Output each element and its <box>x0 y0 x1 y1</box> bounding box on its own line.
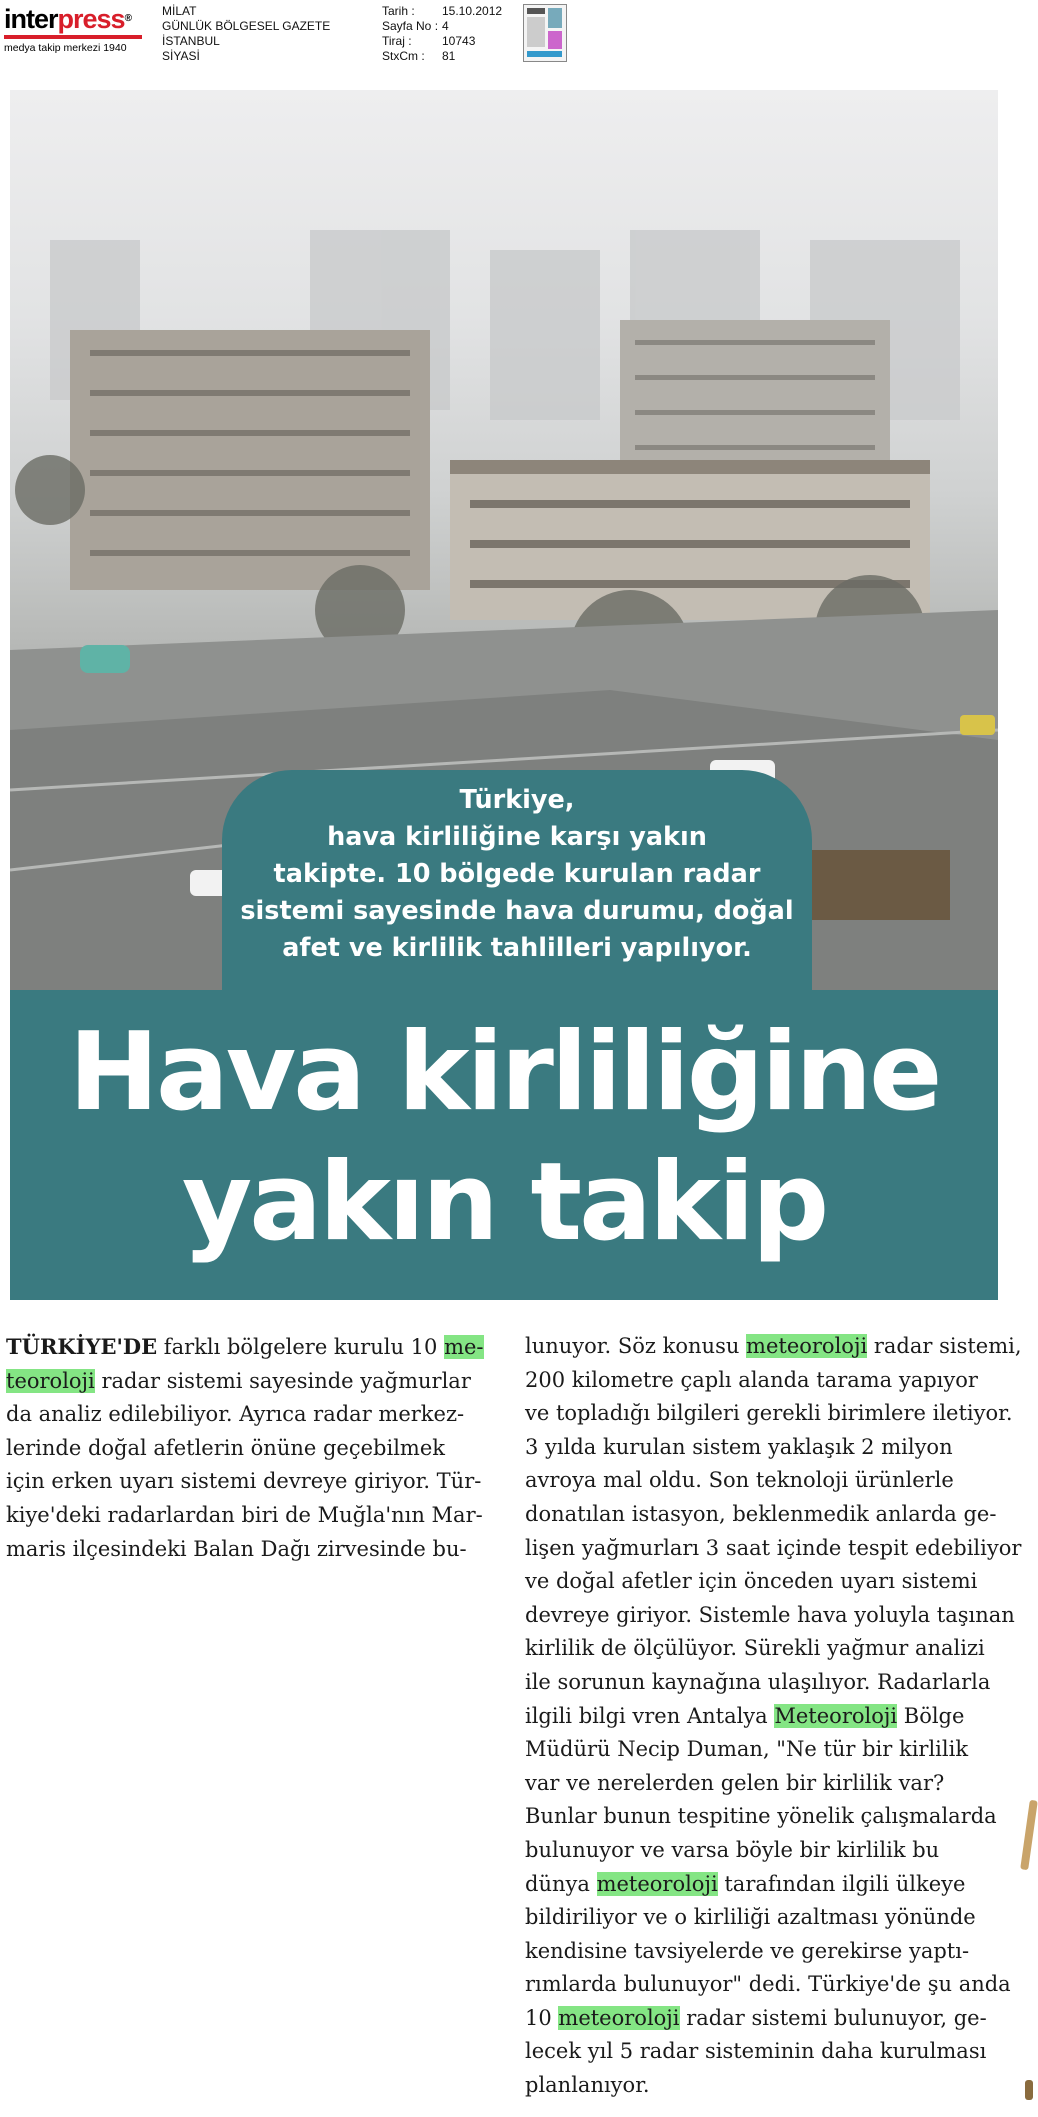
keyword-highlight: Meteoroloji <box>774 1703 898 1728</box>
field-date: Tarih : 15.10.2012 <box>382 4 503 18</box>
clipping-fields <box>382 4 502 64</box>
keyword-highlight: meteoroloji <box>558 2005 680 2030</box>
headline-line-1: Hava kirliliğine <box>68 1010 940 1135</box>
text-line: Bunlar bunun tespitine yönelik çalışmalarda <box>525 1804 997 1829</box>
text-line: ve topladığı bilgileri gerekli birimlere iletiyor. <box>525 1401 1013 1426</box>
publication-info <box>162 4 330 64</box>
text-line: da analiz edilebiliyor. Ayrıca radar merkez- <box>6 1402 465 1427</box>
clipping-header <box>0 0 1038 70</box>
field-page: Sayfa No : 4 <box>382 19 449 33</box>
page-thumbnail <box>523 4 567 62</box>
spot-bubble <box>222 770 812 990</box>
article-column-2 <box>525 1330 1022 2103</box>
spot-line: hava kirliliğine karşı yakın <box>327 822 707 852</box>
text-line: lunuyor. Söz konusu meteoroloji radar sistemi, <box>525 1334 1022 1358</box>
headline-line-2: yakın takip <box>181 1140 827 1265</box>
text-line: lişen yağmurları 3 saat içinde tespit edebiliyor <box>525 1535 1022 1560</box>
text-line: maris ilçesindeki Balan Dağı zirvesinde bu- <box>6 1536 467 1561</box>
text-line: rımlarda bulunuyor" dedi. Türkiye'de şu anda <box>525 1972 1011 1997</box>
text-line: devreye giriyor. Sistemle hava yoluyla taşınan <box>525 1602 1015 1627</box>
article-column-1 <box>6 1330 484 1566</box>
text-line: için erken uyarı sistemi devreye giriyor. Tür- <box>6 1469 482 1494</box>
logo-tagline: medya takip merkezi 1940 <box>4 42 127 54</box>
text-line: lecek yıl 5 radar sisteminin daha kurulması <box>525 2039 987 2064</box>
text-line: var ve nerelerden gelen bir kirlilik var? <box>525 1770 945 1795</box>
headline-band <box>10 990 998 1300</box>
logo-wordmark: interpress® <box>4 4 131 34</box>
keyword-highlight: meteoroloji <box>596 1871 718 1896</box>
publication-city: İSTANBUL <box>162 34 220 48</box>
keyword-highlight: meteoroloji <box>746 1334 868 1358</box>
text-line: lerinde doğal afetlerin önüne geçebilmek <box>6 1435 445 1460</box>
publication-category: SİYASİ <box>162 49 200 63</box>
text-line: bildiriliyor ve o kirliliği azaltması yönünde <box>525 1905 976 1930</box>
scan-artifact <box>1025 2080 1033 2100</box>
spot-line: sistemi sayesinde hava durumu, doğal <box>240 896 794 926</box>
keyword-highlight: teoroloji <box>6 1368 95 1393</box>
text-line: ilgili bilgi vren Antalya Meteoroloji Bölge <box>525 1703 965 1728</box>
scan-artifact <box>1020 1800 1038 1870</box>
text-line: donatılan istasyon, beklenmedik anlarda ge- <box>525 1501 997 1526</box>
text-line: 10 meteoroloji radar sistemi bulunuyor, ge- <box>525 2005 987 2030</box>
text-line: kiye'deki radarlardan biri de Muğla'nın Mar- <box>6 1502 483 1527</box>
text-line: teoroloji radar sistemi sayesinde yağmurlar <box>6 1368 471 1393</box>
text-line: kirlilik de ölçülüyor. Sürekli yağmur analizi <box>525 1636 985 1661</box>
spot-line: takipte. 10 bölgede kurulan radar <box>273 859 761 889</box>
text-line: kendisine tavsiyelerde ve gerekirse yaptı- <box>525 1938 970 1963</box>
keyword-highlight: me- <box>444 1335 484 1359</box>
text-line: Müdürü Necip Duman, "Ne tür bir kirlilik <box>525 1737 969 1762</box>
text-line: 200 kilometre çaplı alanda tarama yapıyor <box>525 1367 978 1392</box>
text-line: avroya mal oldu. Son teknoloji ürünlerle <box>525 1468 954 1493</box>
field-stxcm: StxCm : 81 <box>382 49 456 63</box>
text-line: ile sorunun kaynağına ulaşılıyor. Radarlarla <box>525 1669 991 1694</box>
text-line: dünya meteoroloji tarafından ilgili ülkeye <box>525 1871 966 1896</box>
text-line: planlanıyor. <box>525 2073 650 2098</box>
logo-underline <box>4 35 142 39</box>
publication-type: GÜNLÜK BÖLGESEL GAZETE <box>162 19 331 33</box>
lead-word: TÜRKİYE'DE <box>6 1334 158 1359</box>
city-smog-photo <box>10 90 998 990</box>
text-line: 3 yılda kurulan sistem yaklaşık 2 milyon <box>525 1434 953 1459</box>
text-line: TÜRKİYE'DE farklı bölgelere kurulu 10 me- <box>6 1334 484 1359</box>
interpress-logo <box>4 4 154 54</box>
text-line: bulunuyor ve varsa böyle bir kirlilik bu <box>525 1837 940 1862</box>
publication-name: MİLAT <box>162 4 197 18</box>
spot-line: Türkiye, <box>459 785 575 815</box>
text-line: ve doğal afetler için önceden uyarı sistemi <box>525 1569 978 1594</box>
field-circulation: Tiraj : 10743 <box>382 34 476 48</box>
spot-line: afet ve kirlilik tahlilleri yapılıyor. <box>282 933 752 963</box>
